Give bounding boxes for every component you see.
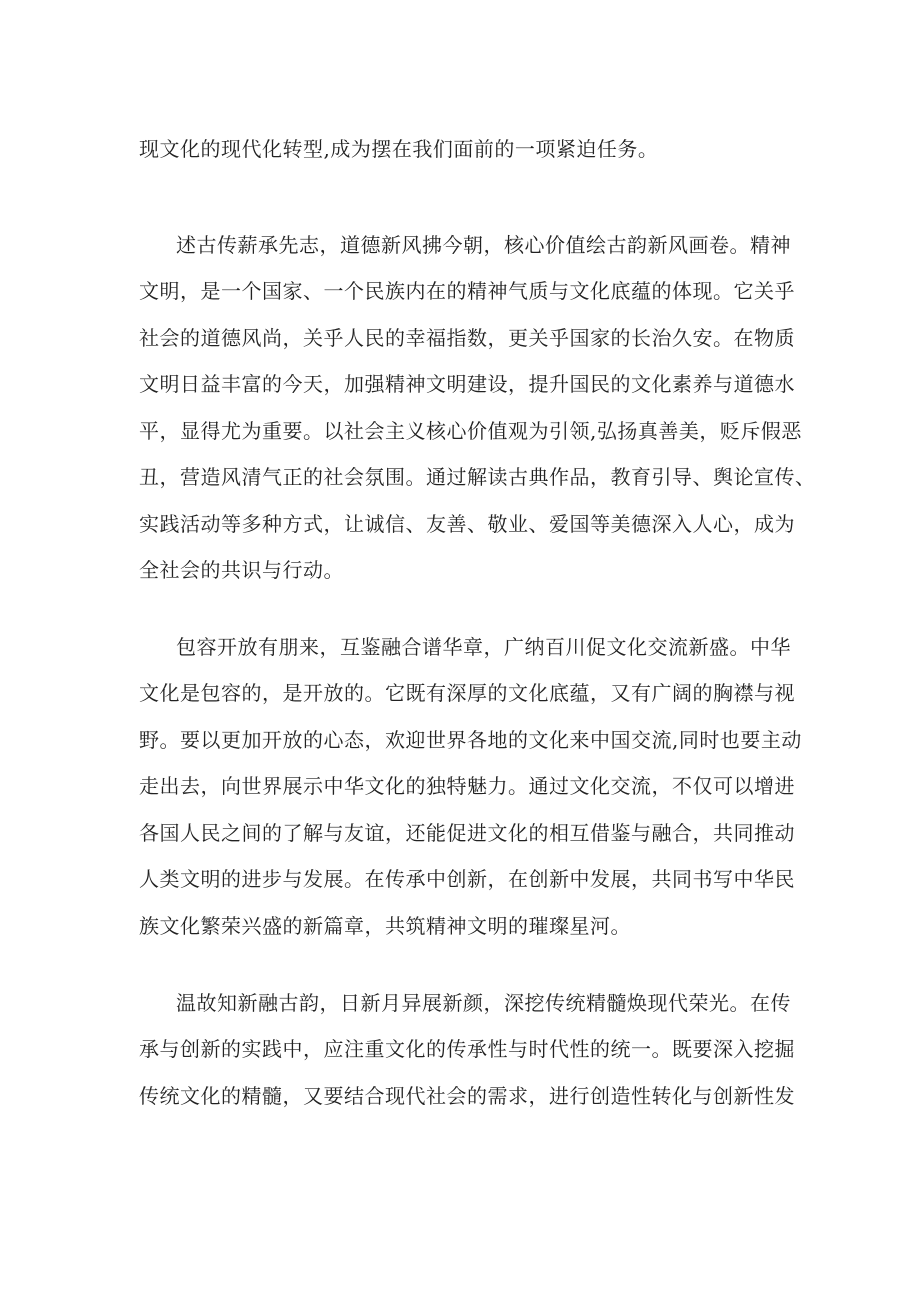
paragraph-line: 传统文化的精髓，又要结合现代社会的需求，进行创造性转化与创新性发 <box>139 1084 795 1108</box>
paragraph-line: 全社会的共识与行动。 <box>139 558 344 582</box>
paragraph-line: 实践活动等多种方式，让诚信、友善、敬业、爱国等美德深入人心，成为 <box>139 512 795 536</box>
paragraph-line: 温故知新融古韵，日新月异展新颜，深挖传统精髓焕现代荣光。在传 <box>176 991 791 1015</box>
paragraph-line: 文化是包容的，是开放的。它既有深厚的文化底蕴，又有广阔的胸襟与视 <box>139 681 795 705</box>
paragraph-line: 野。要以更加开放的心态，欢迎世界各地的文化来中国交流,同时也要主动 <box>139 728 802 752</box>
paragraph-line: 社会的道德风尚，关乎人民的幸福指数，更关乎国家的长治久安。在物质 <box>139 326 795 350</box>
paragraph-line: 平，显得尤为重要。以社会主义核心价值观为引领,弘扬真善美，贬斥假恶 <box>139 419 802 443</box>
paragraph-line: 述古传薪承先志，道德新风拂今朝，核心价值绘古韵新风画卷。精神 <box>176 233 791 257</box>
paragraph-line: 包容开放有朋来，互鉴融合谱华章，广纳百川促文化交流新盛。中华 <box>176 635 791 659</box>
paragraph-line: 文明日益丰富的今天，加强精神文明建设，提升国民的文化素养与道德水 <box>139 372 795 396</box>
paragraph-line: 人类文明的进步与发展。在传承中创新，在创新中发展，共同书写中华民 <box>139 867 795 891</box>
paragraph-line: 承与创新的实践中，应注重文化的传承性与时代性的统一。既要深入挖掘 <box>139 1037 795 1061</box>
paragraph-line: 族文化繁荣兴盛的新篇章，共筑精神文明的璀璨星河。 <box>139 914 631 938</box>
paragraph-line: 各国人民之间的了解与友谊，还能促进文化的相互借鉴与融合，共同推动 <box>139 821 795 845</box>
paragraph-line: 丑，营造风清气正的社会氛围。通过解读古典作品，教育引导、舆论宣传、 <box>139 465 816 489</box>
paragraph-line: 文明，是一个国家、一个民族内在的精神气质与文化底蕴的体现。它关乎 <box>139 279 795 303</box>
paragraph-line: 走出去，向世界展示中华文化的独特魅力。通过文化交流，不仅可以增进 <box>139 774 795 798</box>
paragraph-line: 现文化的现代化转型,成为摆在我们面前的一项紧迫任务。 <box>139 137 659 161</box>
